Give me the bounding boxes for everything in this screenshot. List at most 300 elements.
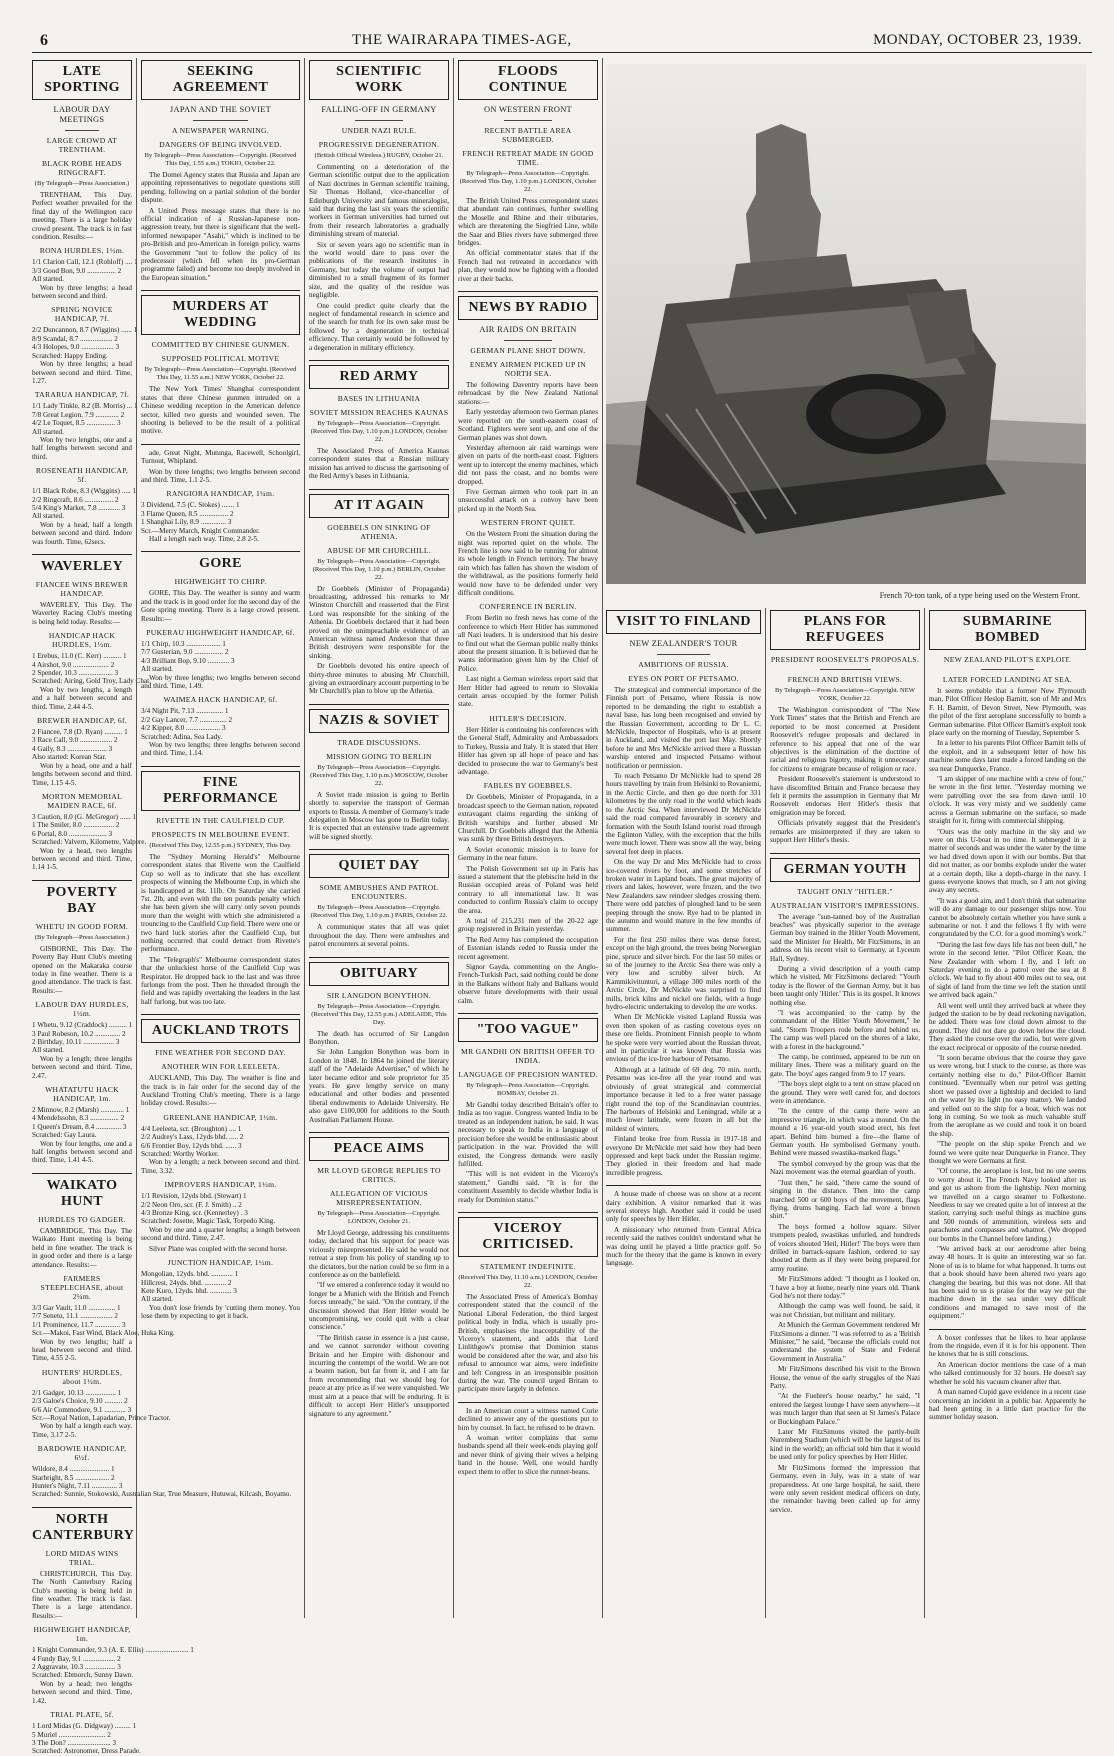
race-result-line: All started.: [141, 665, 173, 674]
article-subheading: FINE WEATHER FOR SECOND DAY.: [155, 1048, 286, 1058]
race-result-line: Scr.—Makoi, Fast Wind, Black Aloe, Huka King.: [32, 1329, 175, 1338]
race-result-line: Hillcrest, 24yds. bhd. ............ 2: [141, 1278, 232, 1287]
article-subheading: WHETU IN GOOD FORM.: [35, 921, 129, 931]
separator: [193, 120, 247, 121]
article-dateline: By Telegraph—Press Association—Copyright. (Received This Day, 1.10 p.m.) PARIS, October 22.: [310, 904, 448, 920]
article-paragraph: Officials privately suggest that the President's remarks are misinterpreted if they are taken to support Herr Hitler's thesis.: [770, 819, 920, 845]
article-subheading: LABOUR DAY HURDLES, 1½m.: [35, 1000, 129, 1019]
article-paragraph: CAMBRIDGE, This Day. The Waikato Hunt meeting is being held in fine weather. The track is in good order and there is a large attendance. Results:—: [32, 1226, 132, 1269]
race-result-line: Also started: Korean Star.: [32, 753, 107, 762]
race-result-line: 2/3 Galoe's Choice, 9.10 .......... 2: [32, 1397, 128, 1406]
article-paragraph: Silver Plane was coupled with the second horse.: [149, 1244, 288, 1253]
article-paragraph: Won by half a length each way. Time, 3.17 2-5.: [32, 1422, 132, 1439]
race-result-line: 4/3 Bronze King, scr. (Kennerley) . 3: [141, 1209, 248, 1218]
race-result-line: 1 The Smiler, 8.0 ................. 2: [32, 821, 120, 830]
article-subheading: ROSENEATH HANDICAP, 5f.: [35, 466, 129, 485]
race-result-line: 1/1 Clarion Call, 12.1 (Rohloff) .... 1: [32, 258, 138, 267]
article-subheading: MR GANDHI ON BRITISH OFFER TO INDIA.: [461, 1047, 595, 1066]
article-paragraph: Mr Gandhi today described Britain's offer to India as too vague. Congress wanted India to be treated as an independent nation, he said. It was necessary to speak to India in a language of precision before she would be enthusiastic about participation in the war. Provided the will existed, the Congress demands were easily fulfilled.: [458, 1101, 598, 1168]
article-divider: [458, 1212, 598, 1213]
article-headline: GORE: [199, 556, 242, 572]
race-result-line: All started.: [32, 427, 64, 436]
article-subheading: PROGRESSIVE DEGENERATION.: [318, 140, 440, 149]
race-result-line: 2 Spender, 10.3 ................... 3: [32, 669, 119, 678]
article-paragraph: You don't lose friends by 'cutting them money. You lose them by expecting to get it back.: [141, 1303, 300, 1321]
article-divider: [309, 360, 449, 361]
article-divider: [309, 704, 449, 705]
article-dateline: By Telegraph—Press Association—Copyright. (Received This Day, 1.10 p.m.) LONDON, October 22.: [310, 419, 448, 443]
article-subheading: RECENT BATTLE AREA SUBMERGED.: [484, 126, 572, 144]
article-paragraph: "We arrived back at our aerodrome after being away 48 hours. It is quite an interesting war so far. None of us is to blame for what happened. It turns out that a book should have been altered two years ago changing the bearing, but this was not done. All that has been said to us is praise for the way we put the machine down in the sea under very difficult conditions and managed to save most of the equipment.": [929, 1245, 1086, 1321]
race-result-line: 4/2 Le Toquet, 8.5 ................ 3: [32, 419, 121, 428]
article-paragraph: When Dr McNickle visited Lapland Russia was even then spoken of as casting covetous eyes on these ore fields. Prominent Finnish people to whom he spoke were very worried about the Russian threat, and in particular it was known that Russia was envious of the ice-free harbour of Petsamo.: [606, 1013, 761, 1064]
article-paragraph: The average "sun-tanned boy of the Australian beaches" was physically superior to the average German boy trained in the Hitler Youth Movement, said the Minister for Health, Mr FitzSimons, in an address on his recent visit to Germany, at Lyceum Hall, Sydney.: [770, 912, 920, 963]
article-subheading: SOME AMBUSHES AND PATROL ENCOUNTERS.: [319, 883, 439, 902]
article-subheading: GOEBBELS ON SINKING OF ATHENIA.: [327, 522, 431, 541]
article-paragraph: ade, Great Night, Mutunga, Racewell, Schoolgirl, Turnout, Whipland.: [141, 448, 300, 466]
separator: [504, 120, 552, 121]
column-rule: [765, 608, 766, 1618]
separator: [820, 669, 871, 670]
race-result-line: 2 Birthday, 10.11 ................. 3: [32, 1038, 120, 1046]
article-headline: SUBMARINE BOMBED: [929, 610, 1086, 650]
issue-date: MONDAY, OCTOBER 23, 1939.: [873, 32, 1082, 48]
article-paragraph: Won by three lengths; two lengths between second and third. Time, 1.49.: [141, 673, 300, 691]
article-paragraph: One could predict quite clearly that the neglect of fundamental research in science and of the search for truth for its own sake must be followed by a degeneration in technical efficiency. That certainly would be followed by a degeneration in military efficiency.: [309, 301, 449, 352]
article-paragraph: The camp, he continued, appeared to be run on military lines. There was a military guard on the gate. The boys' ages ranged from 9 to 17 years.: [770, 1053, 920, 1078]
article-headline: LATE SPORTING: [32, 60, 132, 100]
article-subheading: MR LLOYD GEORGE REPLIES TO CRITICS.: [317, 1165, 441, 1184]
article-paragraph: "During the last few days life has not been dull," he wrote in the second letter. "Pilot Officer Kean, the New Zealander with whom I fly, and I left on Saturday evening to do a patrol over the sea at 8 o'clock. We had to fly about 400 miles out to sea, out of sight of land from the time we left the station until we arrived back again.": [929, 940, 1086, 1000]
article-headline: NEWS BY RADIO: [458, 296, 598, 320]
article-headline: SCIENTIFIC WORK: [309, 60, 449, 100]
article-paragraph: During a vivid description of a youth camp which he visited, Mr FitzSimons declared: "Youth today is the flower of the German Army, but it has been taught only 'Hitler.' This is its gospel. It knows nothing else.: [770, 964, 920, 1007]
article-paragraph: Won by a length; a neck between second and third. Time, 3.32.: [141, 1158, 300, 1175]
article-subheading: MISSION GOING TO BERLIN: [326, 751, 432, 761]
race-result-line: Mongolian, 12yds. bhd. ............ 1: [141, 1270, 239, 1279]
article-subheading: HURDLES TO GADGER.: [38, 1214, 126, 1224]
article-paragraph: An American doctor mentions the case of a man who talked continuously for 32 hours. He doesn't say whether he sold his vacuum cleaner after that.: [929, 1360, 1086, 1386]
article-paragraph: "This will is not evident in the Viceroy's statement," Gandhi said. "It is for the constituent Assembly to decide whether India is ready for Dominion status.": [458, 1170, 598, 1204]
article-divider: [141, 551, 300, 552]
article-subheading: TARARUA HANDICAP, 7f.: [34, 390, 130, 400]
race-result-line: 5/4 King's Market, 7.8 ............ 3: [32, 503, 126, 512]
article-subheading: BASES IN LITHUANIA: [337, 393, 421, 403]
race-result-line: 8/9 Scandal, 8.7 .................. 2: [32, 334, 118, 343]
race-result-line: All started.: [32, 512, 64, 521]
article-dateline: By Telegraph—Press Association—Copyright. (Received This Day, 12.55 p.m.) ADELAIDE, This Day.: [311, 1002, 447, 1026]
article-paragraph: Dr Goebbels, Minister of Propaganda, in a broadcast speech to the German nation, repeated extravagant claims regarding the sinking of British warships and further abused Mr Churchill. Dr Goebbels alleged that the Athenia was sunk by three British destroyers.: [458, 793, 598, 844]
race-result-line: Kete Kuro, 12yds. bhd. ............ 3: [141, 1286, 237, 1295]
separator: [981, 669, 1034, 670]
race-result-line: 2/2 Audrey's Lass, 12yds bhd. ..... 2: [141, 1133, 244, 1142]
article-subheading: CONFERENCE IN BERLIN.: [479, 602, 577, 612]
article-paragraph: GORE, This Day. The weather is sunny and warm and the track is in good order for the second day of the Gore spring meeting. There is a large crowd present. Results:—: [141, 589, 300, 623]
article-subheading: AUSTRALIAN VISITOR'S IMPRESSIONS.: [770, 900, 920, 910]
article-paragraph: Herr Hitler is continuing his conferences with the General Staff, Admirality and Ambassadors to Turkey, Russia and Italy. It is stated that Herr Hitler has given up all hope of peace and has decided to prosecute the war to Germany's best advantage.: [458, 725, 598, 776]
article-paragraph: On the Western Front the situation during the night was reported quiet on the whole. The French line is now said to be running for almost its whole length in French territory. The heavy rain which has fallen has shown the wisdom of the withdrawal, as the positions formerly held would now have to be defended under very difficult conditions.: [458, 530, 598, 597]
article-paragraph: The Washington correspondent of "The New York Times" states that the British and French are reported to be most concerned at President Roosevelt's refugee proposals and declared in reference to his appeal that one of the war objectives is the elimination of the doctrine of racial and religious bigotry, making it unnecessary for citizens to emigrate because of religion or race.: [770, 706, 920, 773]
article-subheading: IMPROVERS HANDICAP, 1½m.: [164, 1180, 277, 1190]
article-paragraph: In a letter to his parents Pilot Officer Barnitt tells of the exploit, and in a subsequent letter of how his machine some days later made a forced landing on the sea near Dunquerke, France.: [929, 739, 1086, 773]
article-paragraph: In an American court a witness named Corie declined to answer any of the questions put to him by counsel. In fact, he refused to be drawn.: [458, 1406, 598, 1432]
article-divider: [141, 1014, 300, 1015]
race-result-line: 1 Shanghai Lily, 8.9 .............. 3: [141, 518, 232, 527]
article-paragraph: Later Mr FitzSimons visited the partly-built Nuremberg Stadium (which will be the largest of its kind in the world); an official told him that it would be used only for policy speeches by Herr Hitler.: [770, 1428, 920, 1462]
article-paragraph: "Of course, the aeroplane is lost, but no one seems to worry about it. The French Navy looked after us and got us ashore from the lightship. Next morning we travelled on a cargo steamer to Folkestone. Needless to say we created quite a lot of interest at the station, carrying such useful things as machine guns and 500 rounds of ammunition, wireless sets and parachutes and compasses and whatnot. (We dropped our bombs in the Channel before landing.): [929, 1167, 1086, 1243]
article-subheading: ON WESTERN FRONT: [484, 105, 572, 114]
article-paragraph: WAVERLEY, This Day. The Waverley Racing Club's meeting is being held today. Results:—: [32, 601, 132, 626]
article-paragraph: Sir John Langdon Bonython was born in London in 1848. In 1864 he joined the literary staff of the "Adelaide Advertiser," of which he later became editor and sole proprietor for 35 years. He gave lengthy service on many educational and other bodies and presented liberal endowments to Adelaide University. He also gave £100,000 for additions to the South Australian Parliament House.: [309, 1048, 449, 1124]
article-subheading: PRESIDENT ROOSEVELT'S PROPOSALS.: [770, 655, 920, 664]
article-paragraph: Although at a latitude of 69 deg. 70 min. north, Petsamo was ice-free all the year round and was obviously of great strategical and commercial importance because it led to a free water passage right round the top of the Scandinavian countries. The harbours of Helsinki and Leningrad, while at a much lower latitude, were frozen in all but the mildest of winters.: [606, 1065, 761, 1133]
article-paragraph: A Soviet economic mission is to leave for Germany in the near future.: [458, 845, 598, 863]
article-headline: SEEKING AGREEMENT: [141, 60, 300, 100]
article-subheading: HIGHWEIGHT HANDICAP, 1m.: [33, 1625, 131, 1644]
article-divider: [141, 766, 300, 767]
article-paragraph: "In the centre of the camp there were an impressive triangle, in which was a mound. On the mound a 16 year-old youth stood erect, his feet apart. Behind him burned a fire—the flame of German youth. He symbolised Germany youth. Behind were massed swastika-marked flags.": [770, 1107, 920, 1158]
article-divider: [770, 853, 920, 854]
article-subheading: SIR LANGDON BONYTHON.: [327, 990, 431, 1000]
article-paragraph: Mr FitzSimons added: "I thought as I looked on, 'I have a boy at home, nearly nine years old. Thank God he's not there today.'": [770, 1275, 920, 1300]
article-subheading: RONA HURDLES, 1½m.: [39, 246, 125, 256]
race-result-line: 2 Aggravate, 10.3 ................. 3: [32, 1663, 121, 1672]
article-dateline: By Telegraph—Press Association—Copyright. BOMBAY, October 21.: [466, 1082, 590, 1098]
article-divider: [458, 1013, 598, 1014]
race-result-line: 4/3 Brilliant Bop, 9.10 ............ 3: [141, 656, 235, 665]
article-subheading: FIANCEE WINS BREWER HANDICAP.: [35, 580, 129, 598]
article-paragraph: Finland broke free from Russia in 1917-18 and everyone Dr McNickle met said how they had been oppressed and kept back under the Russian regime. They gloried in their freedom and had made incredible progress.: [606, 1135, 761, 1177]
article-paragraph: On the way Dr and Mrs McNickle had to cross ice-covered rivers by foot, and some stretches of broken water in Lapland boats. The great majority of rivers and lakes, however, were frozen, and the two New Zealanders saw reindeer sledges crossing them. There were odd patches of ploughed land to be seen peeping through the snow. Rye had to be planted in the autumn and would mature in the few months of summer.: [606, 858, 761, 934]
race-result-line: Scratched: Sunnie, Stokowski, Australian Star, True Measure, Hutuwai, Kilcash, Boyamo.: [32, 1490, 292, 1499]
article-dateline: By Telegraph—Press Association—Copyright. (Received This Day, 1.55 a.m.) TOKIO, October 22.: [144, 152, 297, 167]
article-subheading: RANGIORA HANDICAP, 1¼m.: [166, 489, 275, 499]
article-subheading: NEW ZEALAND PILOT'S EXPLOIT.: [943, 655, 1072, 664]
race-result-line: 6 Portal, 8.0 ..................... 3: [32, 829, 113, 838]
article-divider: [141, 290, 300, 291]
article-subheading: GERMAN PLANE SHOT DOWN.: [470, 346, 586, 356]
article-subheading: FALLING-OFF IN GERMANY: [321, 105, 437, 114]
article-paragraph: "I was accompanied to the camp by the commandant of the Hitler Youth Movement," he said. "Storm Troopers rode before and behind us. The camp was well placed on the shores of a lake, with a forest in the background.": [770, 1008, 920, 1051]
article-paragraph: The strategical and commercial importance of the Finnish port of Petsamo, where Russia is now reported to be demanding the right to establish a naval base, has long been recognised and envied by the Russian Government, according to Dr L. C. McNickle, Inspector of Hospitals, who is at present in Auckland, and visited the port last May. Shortly before he and Mrs McNickle arrived there a Russian warship entered and inspected Petsamo without notification or permission.: [606, 686, 761, 770]
article-subheading: SPRING NOVICE HANDICAP, 7f.: [51, 305, 113, 324]
column-rule: [136, 58, 137, 1618]
article-subheading: LATER FORCED LANDING AT SEA.: [942, 675, 1073, 684]
article-headline: QUIET DAY: [309, 854, 449, 878]
article-paragraph: Won by a head, half a length between second and third. Indore was fourth. Time, 62secs.: [32, 520, 132, 546]
article-headline: VICEROY CRITICISED.: [458, 1217, 598, 1257]
article-paragraph: Signor Gayda, commenting on the Anglo-French-Turkish Pact, said nothing could be done in the Balkans without Italy and Balkans would observe future developments with their usual calm.: [458, 963, 598, 1005]
article-paragraph: The Associated Press of America's Bombay correspondent stated that the council of the National Liberal Federation, the third largest political body in India, which is usually pro-British, emphasises the inacceptability of the Viceroy's statement, and adds that Lord Linlithgow's promise that Dominion status would be considered after the war, and also his refusal to announce war aims, were indefinite and left Congress in an irresponsible position during the war. The council urged Britain to participate more largely in defence.: [458, 1292, 598, 1394]
race-result-line: All started.: [32, 275, 64, 284]
column-3: [309, 58, 449, 1618]
article-divider: [32, 880, 132, 881]
article-subheading: SOVIET MISSION REACHES KAUNAS: [309, 407, 449, 417]
race-result-line: Scratched: Astronomer, Dress Parade.: [32, 1747, 141, 1756]
article-paragraph: "I am skipper of one machine with a crew of four," he wrote in the first letter. "Yesterday morning we were patrolling over the sea from dawn until 10 o'clock. It was very misty and we suddenly came across a German submarine on the surface, so made straight for it, firing with commercial shipping.: [929, 775, 1086, 826]
article-paragraph: It seems probable that a former New Plymouth man, Pilot Officer Heslop Barnitt, son of Mr and Mrs F. H. Barnitt, of Devon Street, New Plymouth, was the pilot of the first aeroplane successfully to bomb a German submarine. Pilot Officer Barnitt's exploit took place early on the morning of Tuesday, September 5.: [929, 687, 1086, 738]
article-subheading: HIGHWEIGHT TO CHIRP.: [174, 577, 267, 587]
article-subheading: JUNCTION HANDICAP, 1½m.: [167, 1258, 274, 1268]
tank-photograph: [606, 64, 1086, 584]
column-rule: [602, 58, 603, 1618]
article-dateline: By Telegraph—Press Association—Copyright. (Received This Day, 1.10 p.m.) LONDON, October 22.: [459, 170, 597, 193]
race-result-line: 4/3 Holopes, 9.0 .................. 3: [32, 343, 120, 352]
article-headline: RED ARMY: [309, 365, 449, 389]
article-paragraph: Mr FitzSimons formed the impression that Germany, even in July, was in a state of war preparedness. At one large hospital, he said, there were only seven resident medical officers on duty, the remainder having been called up for army service.: [770, 1463, 920, 1514]
separator: [504, 340, 552, 341]
article-paragraph: President Roosevelt's statement is understood to have discomfited Britain and France because they felt it permits the assumption in Germany that Mr Roosevelt endorses Herr Hitler's thesis that emigration may be forced.: [770, 775, 920, 817]
race-result-line: 1 Knight Commander, 9.3 (A. E. Ellis) ........................ 1: [32, 1646, 194, 1655]
masthead: [32, 30, 1092, 53]
article-divider: [32, 554, 132, 555]
article-paragraph: Won by three lengths; two lengths between second and third. Time, 1.1 2-5.: [141, 467, 300, 484]
article-subheading: ANOTHER WIN FOR LEELEETA.: [161, 1062, 280, 1072]
race-result-line: 4/2 Kipper, 8.0 ................... 3: [141, 724, 226, 733]
article-headline: AT IT AGAIN: [309, 494, 449, 518]
article-subheading: LANGUAGE OF PRECISION WANTED.: [458, 1070, 598, 1080]
article-paragraph: To reach Petsamo Dr McNickle had to spend 28 hours travelling by train from Helsinki to Rovaniemi, in the Arctic Circle, and then go due north for 331 kilometres by the only road in the world which leads to the Arctic Sea. When interviewed Dr McNickle said the road compared favourably in scenery and formation with the South Island tourist road through the Eglinton Valley, with the exception that the hills were much lower. There was snow all the way, being several feet deep in places.: [606, 772, 761, 856]
article-dateline: By Telegraph—Press Association—Copyright. LONDON, October 21.: [317, 1209, 441, 1225]
article-divider: [606, 1185, 761, 1186]
photo-caption: French 70-ton tank, of a type being used on the Western Front.: [879, 591, 1080, 600]
article-paragraph: A house made of cheese was on show at a recent dairy exhibition. A visitor remarked that it was several storeys high. Another said it could be used only for speeches by Herr Hitler.: [606, 1190, 761, 1224]
article-subheading: FARMERS STEEPLECHASE, about 2¼m.: [40, 1273, 124, 1301]
race-result-line: 2/2 Duncannon, 8.7 (Wiggins) ...... 1: [32, 326, 138, 335]
article-paragraph: A communique states that all was quiet throughout the day. There were ambushes and patrol encounters at several points.: [309, 923, 449, 949]
article-dateline: By Telegraph—Press Association—Copyright. (Received This Day, 1.10 p.m.) MOSCOW, October 22.: [310, 763, 448, 787]
article-subheading: STATEMENT INDEFINITE.: [480, 1261, 576, 1271]
article-divider: [929, 1329, 1086, 1330]
race-result-line: Scratched: Ebmorch, Sunny Dawn.: [32, 1671, 134, 1680]
article-subheading: SUPPOSED POLITICAL MOTIVE: [161, 354, 280, 364]
race-result-line: 1 Lord Midas (G. Didgway) ......... 1: [32, 1722, 137, 1731]
race-result-line: 3 Race Call, 9.0 .................. 2: [32, 736, 118, 745]
article-paragraph: "The boys slept eight to a tent on straw placed on the ground. They were well cared for, and doctors were in attendance.: [770, 1080, 920, 1106]
article-subheading: UNDER NAZI RULE.: [341, 126, 417, 135]
race-result-line: 2 Fiancee, 7.8 (D. Ryan) .......... 1: [32, 728, 128, 737]
article-paragraph: "The people on the ship spoke French and we found we were quite near Dunquerke in France. They thought we were Germans at first.: [929, 1140, 1086, 1165]
article-divider: [309, 849, 449, 850]
article-subheading: NEW ZEALANDER'S TOUR: [629, 639, 738, 648]
article-subheading: LABOUR DAY MEETINGS: [53, 105, 111, 124]
race-result-line: 1/1 Chirp, 10.3 ................... 1: [141, 640, 226, 648]
article-paragraph: A Soviet trade mission is going to Berlin shortly to supervise the transport of German exports to Russia. A member of Germany's trade delegation in Moscow has gone to Berlin today. It is expected that an extensive trade agreement will be signed shortly.: [309, 790, 449, 841]
article-dateline: (Received This Day, 12.55 p.m.) SYDNEY, This Day.: [149, 841, 292, 849]
article-paragraph: The New York Times' Shanghai correspondent states that three Chinese gunmen intruded on a Chinese wedding reception in the American defence sector, killed two guests and wounded seven. The shooting is believed to be the result of a political motive.: [141, 385, 300, 436]
article-paragraph: Won by a head; two lengths between second and third. Time, 1.42.: [32, 1679, 132, 1705]
article-paragraph: Five German airmen who took part in an unsuccessful attack on a convoy have been picked up in the North Sea.: [458, 487, 598, 513]
article-subheading: LARGE CROWD AT TRENTHAM.: [46, 136, 118, 154]
article-headline: WAVERLEY: [40, 559, 124, 574]
race-result-line: 3/4 Night Pit, 7.13 ............... 1: [141, 707, 229, 716]
article-subheading: WESTERN FRONT QUIET.: [480, 518, 576, 528]
column-rule: [304, 58, 305, 1618]
article-paragraph: Won by a head, two lengths between second and third. Time, 1.14 1-5.: [32, 846, 132, 872]
separator: [65, 130, 99, 131]
article-divider: [458, 291, 598, 292]
race-result-line: Scratched: Valvern, Kilometre, Valpere.: [32, 838, 147, 847]
race-result-line: Scr.—Merry March, Knight Commander.: [141, 526, 260, 535]
article-paragraph: The boys formed a hollow square. Silver trumpets pealed, swastikas unfurled, and hundreds of voices shouted 'Heil, Hitler!' The boys were then drilled in barrack-square fashion, ordered to say shouted at them as if they were being prepared for army routine.: [770, 1222, 920, 1273]
column-6: [770, 608, 920, 1618]
article-paragraph: From Berlin no fresh news has come of the conference to which Herr Hitler has summoned all Nazi leaders. It is understood that his desire to find out what the German public really thinks about the present situation. It is believed that he wants information given him by the Chief of Police.: [458, 614, 598, 673]
article-paragraph: For the first 250 miles there was dense forest, except on the high ground, the trees being Norwegian pine, spruce and silver birch. For the last 50 miles or so of the journey to the Arctic Sea there was only a very low and scrubby silver birch. At Kammikivitunturi, a village 300 miles north of the Arctic Circle, Dr McNickle was surprised to find mills, brick kilns and nickel ore fields, with a huge hydro-electric undertaking to develop the ore works.: [606, 935, 761, 1012]
article-headline: MURDERS AT WEDDING: [141, 295, 300, 335]
article-paragraph: Won by four lengths, one and a half lengths between second and third. Time, 1.41 4-5.: [32, 1139, 132, 1165]
article-paragraph: The Polish Government set up in Paris has issued a statement that the plebiscite held in the Russian occupied areas of Poland was held contrary to all international law. It was conducted to confirm Russia's claim to occupy the area.: [458, 864, 598, 915]
article-paragraph: Commenting on a deterioration of the German scientific output due to the application of Nazi doctrines in German scientific training, Sir Thomas Holland, vice-chancellor of Edinburgh University and famous mineralogist, said that during the last six years the scientific workers in German universities had turned out from their research laboratories a gradually diminishing stream of material.: [309, 163, 449, 239]
separator: [657, 654, 710, 655]
article-divider: [309, 957, 449, 958]
article-paragraph: Early yesterday afternoon two German planes were reported on the south-eastern coast of Scotland. Fighters were sent up, and one of the German planes was shot down.: [458, 408, 598, 442]
race-result-line: Starbright, 8.5 ................... 2: [32, 1473, 115, 1482]
article-dateline: By Telegraph—Press Association—Copyright. NEW YORK, October 22.: [774, 687, 916, 702]
article-paragraph: The symbol conveyed by the group was that the Nazi movement was the eternal guardian of youth.: [770, 1159, 920, 1177]
article-paragraph: A boxer confesses that he likes to hear applause from the ringside, even if it is for his opponent. Then he knows that he is still conscious.: [929, 1333, 1086, 1359]
race-result-line: 1/1 Lady Tinkle, 8.2 (B. Morris) ... 1: [32, 402, 138, 411]
column-7: [929, 608, 1086, 1618]
column-rule: [453, 58, 454, 1618]
article-paragraph: Dr Goebbels devoted his entire speech of thirty-three minutes to abusing Mr Churchill, giving an extraordinary account purporting to be Mr Churchill's plan to blow up the Athenia.: [309, 662, 449, 696]
article-subheading: RIVETTE IN THE CAULFIELD CUP.: [156, 815, 285, 825]
article-subheading: FRENCH AND BRITISH VIEWS.: [787, 675, 903, 684]
article-paragraph: At Munich the German Government tendered Mr FitzSimons a dinner. "I was referred to as a 'British Minister,'" he said, "because the officials could not understand the system of State and Federal Government in Australia.": [770, 1321, 920, 1363]
race-result-line: All started.: [32, 1046, 64, 1055]
article-paragraph: A missionary who returned from Central Africa recently said the natives couldn't understand what he was doing until he played a little practice golf. So much for the theory that the game is known in every language.: [606, 1225, 761, 1268]
article-paragraph: Won by two lengths; half a head between second and third. Time, 4.55 2-5.: [32, 1337, 132, 1363]
article-headline: AUCKLAND TROTS: [141, 1019, 300, 1043]
race-result-line: Scr.—Royal Nation, Lapadarian, Prince Tractor.: [32, 1413, 171, 1422]
article-subheading: ALLEGATION OF VICIOUS MISREPRESENTATION.: [329, 1188, 429, 1207]
article-subheading: JAPAN AND THE SOVIET: [169, 105, 272, 114]
article-subheading: COMMITTED BY CHINESE GUNMEN.: [151, 340, 290, 350]
article-subheading: PROSPECTS IN MELBOURNE EVENT.: [151, 829, 290, 839]
race-result-line: Scratched: Airing, Gold Troy, Lady Chat.: [32, 677, 151, 686]
article-subheading: AMBITIONS OF RUSSIA.: [638, 660, 729, 669]
article-paragraph: The Associated Press of America Kaunas correspondent states that a Russian military mission has arrived to discuss the garrisoning of the Red Army's bases in Lithuania.: [309, 446, 449, 481]
article-headline: GERMAN YOUTH: [770, 858, 920, 882]
tank-illustration: [606, 64, 1086, 584]
article-divider: [309, 1132, 449, 1133]
article-subheading: A NEWSPAPER WARNING.: [172, 126, 269, 135]
article-subheading: ABUSE OF MR CHURCHILL.: [326, 545, 432, 555]
article-subheading: HANDICAP HACK HURDLES, 1½m.: [48, 631, 116, 650]
article-subheading: WAIMEA HACK HANDICAP, 6f.: [163, 695, 278, 705]
article-paragraph: Yesterday afternoon air raid warnings were given on parts of the north-east coast. Fighters went up to intercept the enemy machines, which did not pass the coast, and no bombs were dropped.: [458, 443, 598, 486]
article-paragraph: Although the camp was well found, he said, it was not Christian, but militant and military.: [770, 1302, 920, 1319]
article-paragraph: A woman writer complains that some husbands spend all their week-ends playing golf and never think of giving their wives a helping hand in the house. Well, one would hardly expect them to offer to slice the runner-beans.: [458, 1434, 598, 1476]
article-dateline: (By Telegraph—Press Association.): [34, 180, 130, 187]
article-paragraph: Dr Goebbels (Minister of Propaganda) broadcasting, addressed his remarks to Mr Winston Churchill and reasserted that the First Lord was responsible for the sinking of the Athenia. Dr Goebbels declared that it had been proved on the unimpeachable evidence of an American witness named Anderson that three British destroyers were responsible for the sinking.: [309, 584, 449, 660]
article-dateline: (By Telegraph—Press Association.): [34, 933, 130, 941]
race-result-line: 4 Mendelssohn, 8.3 ................ 2: [32, 1114, 125, 1123]
race-result-line: 7/7 Gusterian, 9.0 ................ 2: [141, 648, 229, 657]
race-result-line: 4/4 Leeleeta, scr. (Broughton) .... 1: [141, 1124, 242, 1133]
race-result-line: Hunter's Night, 7.11 .............. 3: [32, 1482, 123, 1490]
article-headline: "TOO VAGUE": [458, 1018, 598, 1042]
column-2: [141, 58, 300, 1618]
article-paragraph: "At the Fuehrer's house nearby," he said, "I entered the largest lounge I have seen anywhere—it was much larger than that seen at St James's Palace or Buckingham Palace.": [770, 1392, 920, 1426]
separator: [355, 120, 403, 121]
article-headline: PLANS FOR REFUGEES: [770, 610, 920, 650]
race-result-line: 1 Queen's Dream, 8.4 .............. 3: [32, 1122, 127, 1131]
article-dateline: By Telegraph—Press Association—Copyright. (Received This Day, 11.55 a.m.) NEW YORK, October 22.: [144, 366, 297, 382]
article-headline: WAIKATO HUNT: [46, 1177, 118, 1209]
race-result-line: Scratched: Adina, Sea Lady.: [141, 732, 223, 741]
article-paragraph: A man named Cupid gave evidence in a recent case concerning an incident in a public bar. Apparently he had been getting in a little dart practice for the summer holiday season.: [929, 1388, 1086, 1422]
race-result-line: 1 Whetu, 9.12 (Craddock) .......... 1: [32, 1021, 133, 1030]
article-paragraph: AUCKLAND, This Day. The weather is fine and the track is in fair order for the second day of the Auckland Trotting Club's meeting. There is a large holiday crowd. Results:—: [141, 1074, 300, 1108]
race-result-line: 1/1 Black Robe, 8.3 (Wiggins) ..... 1: [32, 487, 137, 496]
race-result-line: 4 Fundy Bay, 9.1 .................. 2: [32, 1654, 121, 1663]
race-result-line: 4 Gaily, 8.3 ...................... 3: [32, 744, 113, 753]
article-subheading: BLACK ROBE HEADS RINGCRAFT.: [42, 159, 122, 177]
article-dateline: (British Official Wireless.) RUGBY, October 21.: [314, 152, 444, 159]
article-divider: [32, 1173, 132, 1174]
article-paragraph: Won by a length; three lengths between second and third. Time, 2.47.: [32, 1054, 132, 1080]
article-paragraph: A United Press message states that there is no official indication of a Russian-Japanese non-aggression treaty, but there is significant that the well-informed newspaper "Asahi," which is inclined to be pro-British and pro-American in foreign policy, warns the Government "not to follow the policy of its predecessor (which fell when its pro-German programme failed) and become too deeply involved in the European situation.": [141, 206, 300, 282]
article-paragraph: The "Telegraph's" Melbourne correspondent states that the unluckiest horse of the Caulfield Cup was Respirator. He dropped back to the last and was three furlongs from the post. Then he threaded through the field and was rapidly overtaking the leaders in the last half furlong, but was too late.: [141, 955, 300, 1006]
race-result-line: 3/3 Gar Vault, 11.0 ............... 1: [32, 1303, 121, 1312]
article-subheading: AIR RAIDS ON BRITAIN: [479, 325, 577, 335]
article-subheading: PUKERAU HIGHWEIGHT HANDICAP, 6f.: [146, 628, 295, 637]
article-subheading: TRADE DISCUSSIONS.: [337, 737, 421, 747]
race-result-line: 1/1 Revision, 12yds bhd. (Stewart) 1: [141, 1192, 247, 1201]
article-subheading: HITLER'S DECISION.: [489, 713, 567, 723]
article-paragraph: An official commentator states that if the French had not retreated in accordance with plan, they would now be fighting with a flooded river at their backs.: [458, 249, 598, 283]
race-result-line: 2/2 Ringcraft, 8.6 ................ 2: [32, 495, 119, 504]
article-paragraph: Won by three lengths; a head between second and third. Time, 1.27.: [32, 360, 132, 385]
article-subheading: FRENCH RETREAT MADE IN GOOD TIME.: [462, 149, 594, 167]
article-paragraph: Half a length each way. Time, 2.8 2-5.: [149, 534, 259, 543]
article-paragraph: "Ours was the only machine in the sky and we were on this U-boat in no time. It submerged in a matter of seconds and was under the water by the time we had dived down upon it with our bombs. But that did not matter, as our bombs explode under the water at a certain depth, like a depth-charge in the navy. I guess everyone knows that much, so I am not giving away any secrets.: [929, 827, 1086, 895]
race-result-line: All started.: [141, 1295, 173, 1304]
race-result-line: 5 Muriel .......................... 2: [32, 1730, 111, 1739]
article-paragraph: The British United Press correspondent states that abundant rain continues, further swelling the Moselle and Rhine and their tributaries, which are threatening the Siegfried Line, while the Saar and Blies rivers have submerged three bridges.: [458, 197, 598, 248]
article-headline: NORTH CANTERBURY: [32, 1511, 135, 1543]
article-paragraph: GISBORNE, This Day. The Poverty Bay Hunt Club's meeting opened on the Makaraka course today in fine weather. There is a good attendance. The track is fast. Results:—: [32, 944, 132, 995]
article-headline: NAZIS & SOVIET: [309, 709, 449, 733]
paper-title: THE WAIRARAPA TIMES-AGE,: [352, 32, 572, 48]
article-dateline: (Received This Day, 11.10 a.m.) LONDON, October 22.: [458, 1273, 598, 1289]
race-result-line: Scratched: Gay Laura.: [32, 1131, 97, 1140]
article-paragraph: The Domei Agency states that Russia and Japan are appointing representatives to negotiate questions still pending, following on a partial solution of the border dispute.: [141, 171, 300, 205]
article-paragraph: Won by two lengths, a length and a half between second and third. Time, 2.44 4-5.: [32, 685, 132, 711]
article-headline: FINE PERFORMANCE: [141, 771, 300, 811]
article-subheading: MORTON MEMORIAL MAIDEN RACE, 6f.: [41, 791, 123, 810]
race-result-line: Scratched: Happy Ending.: [32, 351, 108, 360]
article-divider: [141, 444, 300, 445]
article-dateline: By Telegraph—Press Association—Copyright. (Received This Day, 1.10 p.m.) BERLIN, October 22.: [312, 557, 446, 581]
article-divider: [309, 489, 449, 490]
race-result-line: 7/8 Great Legion, 7.9 ............. 2: [32, 410, 125, 419]
race-result-line: 6/6 Frontier Boy, 12yds bhd. ...... 3: [141, 1141, 242, 1150]
article-subheading: HUNTERS' HURDLES, about 1½m.: [41, 1367, 123, 1386]
article-headline: PEACE AIMS: [309, 1137, 449, 1161]
article-paragraph: Mr FitzSimons described his visit to the Brown House, the venue of the early struggles of the Nazi Party.: [770, 1365, 920, 1391]
article-paragraph: The Red Army has completed the occupation of Estonian islands ceded to Russia under the recent agreement.: [458, 935, 598, 961]
article-subheading: LORD MIDAS WINS TRIAL.: [45, 1548, 119, 1567]
article-paragraph: Last night a German wireless report said that Herr Hitler had agreed to return to Slovakia certain areas occupied by the former Polish state.: [458, 675, 598, 709]
article-paragraph: Won by a head, one and a half lengths between second and third. Time, 1.15 4-5.: [32, 761, 132, 787]
article-subheading: TRIAL PLATE, 5f.: [50, 1710, 114, 1720]
race-result-line: 3/3 Good Bon, 9.0 ................ 2: [32, 266, 122, 275]
article-subheading: ENEMY AIRMEN PICKED UP IN NORTH SEA.: [469, 360, 587, 379]
article-divider: [458, 1402, 598, 1403]
article-paragraph: All went well until they arrived back at where they judged the station to be by dead reckoning navigation, he added. There was low cloud down almost to the ground. They did not dare go down below the cloud. They asked the course over the radio, but were given the exact reciprocal or opposite of the course needed.: [929, 1001, 1086, 1052]
race-result-line: 2/2 Neon Oro, scr. (F. J. Smith) .. 2: [141, 1200, 242, 1209]
